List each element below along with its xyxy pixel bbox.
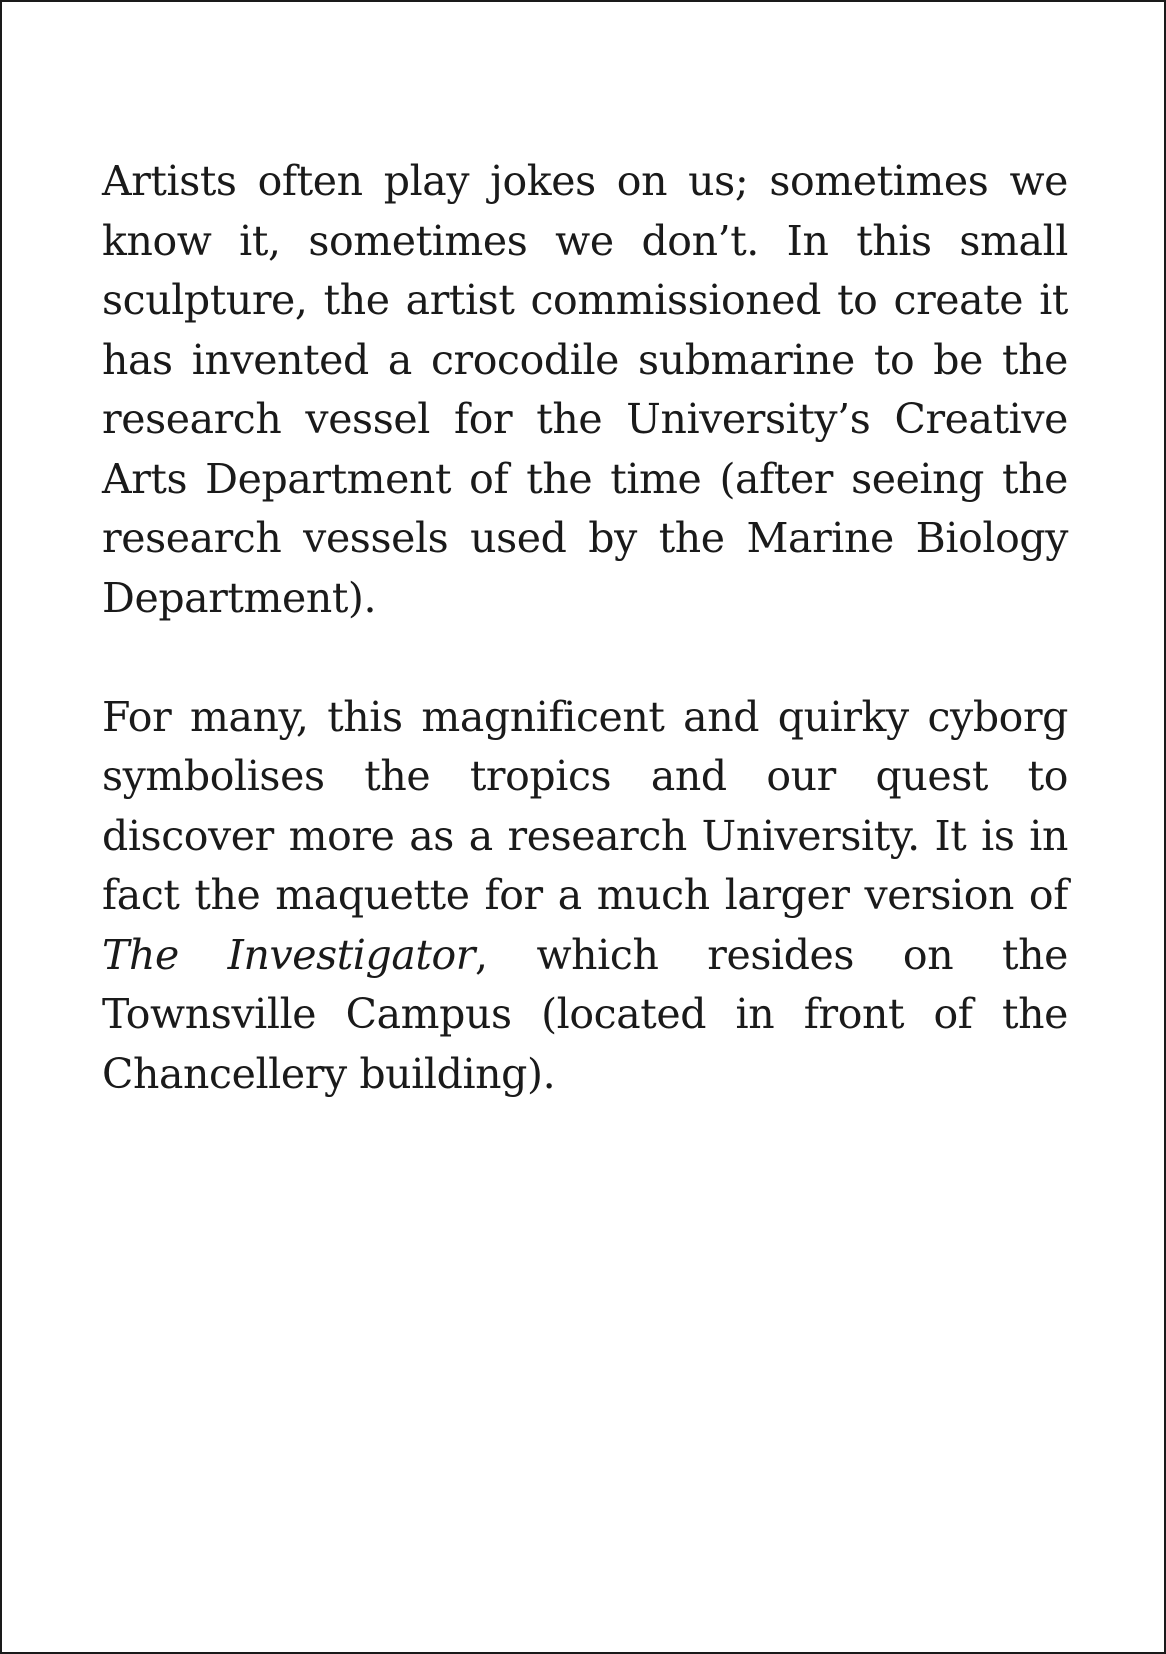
paragraph-2-text-after-title: , which resides on the Townsville Campus (located in front of the Chancellery building). <box>102 930 1068 1098</box>
paragraph-2 <box>102 688 1068 1105</box>
artwork-title: The Investigator <box>102 930 475 979</box>
paragraph-2-text-before-title: For many, this magnificent and quirky cyborg symbolises the tropics and our quest to discover more as a research University. It is in fact the maquette for a much larger version of <box>102 692 1068 919</box>
text-content <box>102 152 1068 1104</box>
paragraph-1: Artists often play jokes on us; sometimes we know it, sometimes we don’t. In this small sculpture, the artist commissioned to create it has invented a crocodile submarine to be the research vessel for the University’s Creative Arts Department of the time (after seeing the research vessels used by the Marine Biology Department). <box>102 157 1068 622</box>
